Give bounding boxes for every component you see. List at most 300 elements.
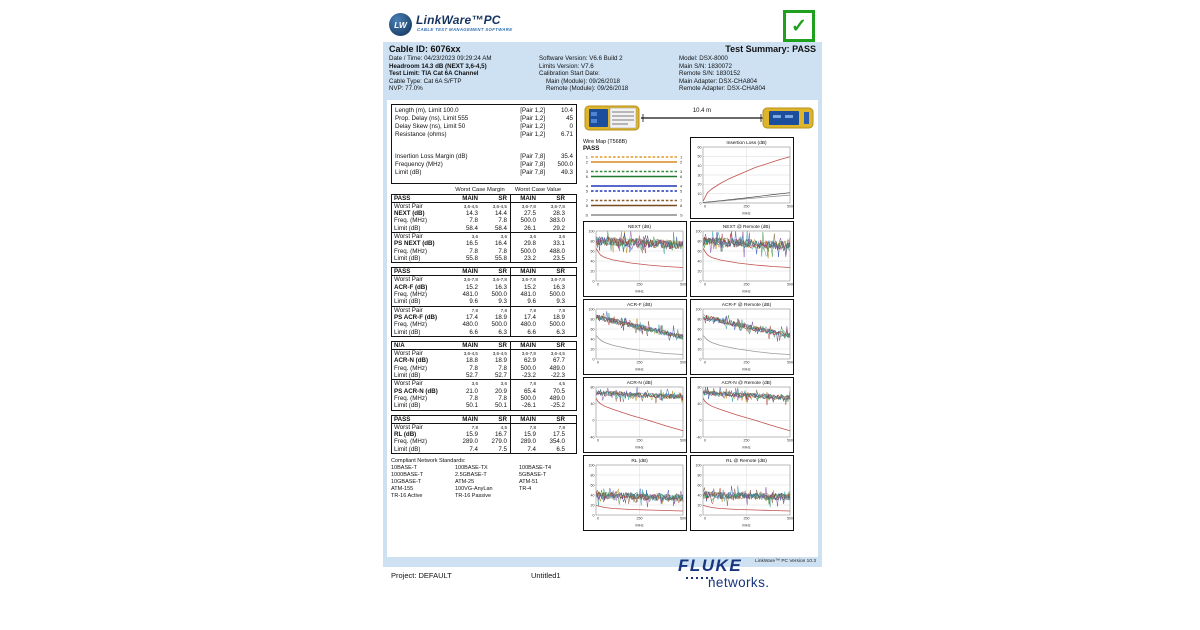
table-row bbox=[392, 210, 576, 217]
chart-svg-acrf bbox=[584, 300, 686, 372]
row-label: Freq. (MHz) bbox=[394, 247, 427, 255]
svg-text:100: 100 bbox=[588, 462, 595, 467]
svg-text:5: 5 bbox=[680, 188, 683, 194]
row-label: Worst Pair bbox=[394, 423, 423, 431]
row-value: 55.8 bbox=[494, 254, 507, 262]
svg-text:S: S bbox=[585, 212, 588, 218]
table-row bbox=[392, 431, 576, 438]
row-value: 29.8 bbox=[510, 240, 539, 247]
row-value: 16.5 bbox=[465, 240, 478, 248]
content-band bbox=[383, 97, 822, 567]
svg-text:5: 5 bbox=[585, 188, 588, 194]
chart-next-remote bbox=[690, 221, 794, 297]
row-value: 481.0 bbox=[510, 291, 539, 298]
row-value: 7.8 bbox=[498, 364, 507, 372]
summary-row bbox=[395, 131, 573, 139]
svg-text:0: 0 bbox=[592, 418, 595, 423]
row-value: 7.8 bbox=[469, 247, 478, 255]
header-detail-line: Limits Version: V7.6 bbox=[539, 62, 594, 70]
col-header: MAIN bbox=[462, 194, 478, 202]
row-label: Worst Pair bbox=[394, 306, 423, 314]
row-value: 489.0 bbox=[549, 364, 565, 372]
row-value: 23.5 bbox=[552, 254, 565, 262]
row-label: Limit (dB) bbox=[394, 402, 421, 410]
summary-pair: [Pair 7,8] bbox=[520, 168, 545, 176]
results-column bbox=[391, 103, 577, 555]
row-label: PS ACR-N (dB) bbox=[394, 387, 438, 395]
svg-text:0: 0 bbox=[597, 438, 599, 442]
fluke-networks-logo bbox=[678, 556, 828, 590]
summary-label: Frequency (MHz) bbox=[395, 160, 443, 168]
charts-column bbox=[577, 103, 816, 555]
standards-column bbox=[455, 465, 519, 500]
table-row bbox=[392, 217, 576, 224]
row-value: 3,6-4,5 bbox=[550, 351, 565, 357]
summary-label: Resistance (ohms) bbox=[395, 130, 447, 138]
header-detail-line: Date / Time: 04/23/2023 09:29:24 AM bbox=[389, 55, 492, 62]
linkware-subtitle: CABLE TEST MANAGEMENT SOFTWARE bbox=[417, 27, 513, 32]
row-value: 4,5 bbox=[500, 424, 507, 430]
summary-gap bbox=[395, 139, 573, 153]
row-label: Freq. (MHz) bbox=[394, 217, 427, 225]
svg-text:4: 4 bbox=[680, 183, 683, 189]
row-label: ACR-F (dB) bbox=[394, 283, 428, 291]
row-value: 16.4 bbox=[494, 240, 507, 248]
table-row bbox=[392, 321, 576, 328]
row-value: 6.6 bbox=[510, 329, 539, 336]
svg-text:ACR-N (dB): ACR-N (dB) bbox=[626, 380, 653, 386]
cable-id: Cable ID: 6076xx bbox=[389, 44, 461, 54]
svg-text:8: 8 bbox=[585, 202, 588, 208]
row-value: 7.4 bbox=[469, 445, 478, 453]
svg-text:80: 80 bbox=[697, 384, 702, 389]
row-value: 500.0 bbox=[549, 321, 565, 329]
row-value: 67.7 bbox=[552, 357, 565, 365]
row-value: 58.4 bbox=[465, 224, 478, 232]
table-row bbox=[392, 306, 576, 314]
worst-case-headers bbox=[391, 187, 577, 193]
summary-row bbox=[395, 169, 573, 177]
table-row bbox=[392, 255, 576, 262]
header-detail-line: Software Version: V6.6 Build 2 bbox=[539, 55, 623, 62]
table-row bbox=[392, 357, 576, 364]
svg-text:500: 500 bbox=[787, 438, 793, 442]
row-value: 3,6-7,8 bbox=[492, 277, 507, 283]
svg-text:6: 6 bbox=[680, 173, 683, 179]
row-label: Worst Pair bbox=[394, 350, 423, 358]
row-value: 58.4 bbox=[494, 224, 507, 232]
row-value: 289.0 bbox=[510, 438, 539, 445]
summary-table bbox=[391, 104, 577, 184]
svg-text:0: 0 bbox=[699, 356, 702, 361]
table-row bbox=[392, 395, 576, 402]
table-row bbox=[392, 388, 576, 395]
software-version-note: LinkWare™ PC Version 10.3 bbox=[755, 558, 816, 564]
row-value: 3,6-7,8 bbox=[510, 350, 539, 357]
row-value: 14.4 bbox=[494, 210, 507, 218]
header-detail-line: Main (Module): 09/26/2018 bbox=[546, 77, 620, 85]
col-header: MAIN bbox=[510, 268, 539, 275]
row-value: 3,6-4,5 bbox=[492, 351, 507, 357]
chart-svg-rl-remote bbox=[691, 456, 793, 528]
svg-text:80: 80 bbox=[590, 238, 595, 243]
status-cell: N/A bbox=[394, 341, 405, 349]
svg-text:0: 0 bbox=[592, 356, 595, 361]
row-label: Limit (dB) bbox=[394, 372, 421, 380]
row-value: 3,6-7,8 bbox=[550, 203, 565, 209]
row-value: 7.4 bbox=[510, 446, 539, 453]
row-value: 50.1 bbox=[465, 402, 478, 410]
result-table bbox=[391, 267, 577, 337]
row-value: 52.7 bbox=[465, 372, 478, 380]
row-label: RL (dB) bbox=[394, 431, 417, 439]
row-value: 52.7 bbox=[494, 372, 507, 380]
summary-pair: [Pair 7,8] bbox=[520, 160, 545, 168]
svg-text:500: 500 bbox=[680, 516, 686, 520]
standard-item: 1000BASE-T bbox=[391, 472, 424, 478]
table-row bbox=[392, 424, 576, 431]
report-page bbox=[383, 8, 822, 566]
summary-value: 45 bbox=[566, 114, 573, 122]
chart-acrf-remote bbox=[690, 299, 794, 375]
summary-row bbox=[395, 123, 573, 131]
table-row bbox=[392, 402, 576, 409]
svg-text:0: 0 bbox=[704, 360, 706, 364]
row-value: 500.0 bbox=[510, 217, 539, 224]
result-tables bbox=[391, 194, 577, 455]
svg-text:MHz: MHz bbox=[635, 288, 644, 293]
logo-band bbox=[383, 8, 822, 42]
svg-text:ACR-F (dB): ACR-F (dB) bbox=[626, 302, 653, 308]
row-value: 70.5 bbox=[552, 387, 565, 395]
col-header: SR bbox=[498, 415, 507, 423]
row-value: 3,6 bbox=[500, 381, 507, 387]
col-header: SR bbox=[498, 194, 507, 202]
row-value: 33.1 bbox=[552, 240, 565, 248]
svg-text:NEXT (dB): NEXT (dB) bbox=[627, 224, 652, 230]
result-table-header bbox=[392, 342, 576, 350]
col-header: MAIN bbox=[462, 268, 478, 276]
table-row bbox=[392, 329, 576, 336]
table-row bbox=[392, 291, 576, 298]
table-row bbox=[392, 379, 576, 387]
svg-text:MHz: MHz bbox=[742, 288, 751, 293]
row-label: Worst Pair bbox=[394, 202, 423, 210]
row-value: 9.3 bbox=[498, 298, 507, 306]
summary-pair: [Pair 1,2] bbox=[520, 106, 545, 114]
table-row bbox=[392, 225, 576, 232]
summary-row bbox=[395, 161, 573, 169]
row-value: 7,8 bbox=[471, 307, 478, 313]
row-value: 7.8 bbox=[498, 217, 507, 225]
summary-pair: [Pair 1,2] bbox=[520, 114, 545, 122]
row-value: 9.3 bbox=[556, 298, 565, 306]
project-label: Project: DEFAULT bbox=[391, 571, 452, 580]
row-label: Freq. (MHz) bbox=[394, 321, 427, 329]
row-value: -25.2 bbox=[550, 402, 565, 410]
svg-text:10.4 m: 10.4 m bbox=[692, 107, 712, 114]
wiremap-status: PASS bbox=[583, 144, 600, 152]
row-value: 6.6 bbox=[469, 328, 478, 336]
svg-text:RL @ Remote (dB): RL @ Remote (dB) bbox=[726, 458, 767, 464]
row-label: Worst Pair bbox=[394, 232, 423, 240]
row-value: 500.0 bbox=[491, 291, 507, 299]
svg-text:250: 250 bbox=[743, 516, 750, 520]
header-detail-line: Model: DSX-8000 bbox=[679, 55, 728, 62]
table-row bbox=[392, 203, 576, 210]
summary-label: Length (m), Limit 100.0 bbox=[395, 106, 459, 114]
summary-label: Insertion Loss Margin (dB) bbox=[395, 152, 468, 160]
table-row bbox=[392, 314, 576, 321]
row-value: 7,8 bbox=[558, 307, 565, 313]
header-detail-line: Remote S/N: 1830152 bbox=[679, 70, 741, 77]
chart-svg-insertion-loss bbox=[691, 138, 793, 216]
svg-text:250: 250 bbox=[636, 438, 643, 442]
summary-label: Delay Skew (ns), Limit 50 bbox=[395, 122, 466, 130]
row-label: Limit (dB) bbox=[394, 254, 421, 262]
svg-text:250: 250 bbox=[636, 282, 643, 286]
row-value: 16.7 bbox=[494, 431, 507, 439]
chart-acrn bbox=[583, 377, 687, 453]
svg-text:250: 250 bbox=[743, 282, 750, 286]
col-header: SR bbox=[498, 268, 507, 276]
svg-text:40: 40 bbox=[590, 401, 595, 406]
col-header: MAIN bbox=[462, 341, 478, 349]
svg-text:MHz: MHz bbox=[635, 366, 644, 371]
header-detail-line: Headroom 14.3 dB (NEXT 3,6-4,5) bbox=[389, 62, 487, 70]
row-label: NEXT (dB) bbox=[394, 210, 425, 218]
svg-text:500: 500 bbox=[680, 438, 686, 442]
svg-text:100: 100 bbox=[588, 306, 595, 311]
row-label: Worst Pair bbox=[394, 380, 423, 388]
standard-item: 2.5GBASE-T bbox=[455, 472, 487, 478]
svg-text:250: 250 bbox=[743, 360, 750, 364]
row-value: 3,6 bbox=[500, 233, 507, 239]
summary-pair: [Pair 1,2] bbox=[520, 130, 545, 138]
standards-block bbox=[391, 458, 577, 500]
row-value: 18.9 bbox=[494, 313, 507, 321]
row-value: 20.9 bbox=[494, 387, 507, 395]
test-summary: Test Summary: PASS bbox=[725, 44, 816, 54]
svg-text:7: 7 bbox=[585, 197, 588, 203]
result-table-header bbox=[392, 416, 576, 424]
row-value: 29.2 bbox=[552, 224, 565, 232]
svg-text:8: 8 bbox=[680, 202, 683, 208]
row-value: 15.2 bbox=[465, 283, 478, 291]
row-value: 7.8 bbox=[498, 394, 507, 402]
row-value: 27.5 bbox=[510, 210, 539, 217]
svg-text:MHz: MHz bbox=[742, 210, 751, 215]
svg-text:40: 40 bbox=[697, 401, 702, 406]
standard-item: 10GBASE-T bbox=[391, 479, 422, 485]
chart-acrn-remote bbox=[690, 377, 794, 453]
row-value: 7.8 bbox=[469, 217, 478, 225]
header-detail-column bbox=[389, 55, 539, 93]
summary-value: 0 bbox=[569, 122, 573, 130]
pass-check-icon: ✓ bbox=[783, 10, 815, 42]
standard-item: 100BASE-T4 bbox=[519, 465, 552, 471]
svg-text:500: 500 bbox=[680, 360, 686, 364]
table-row bbox=[392, 365, 576, 372]
header-detail-line: Cable Type: Cat 6A S/FTP bbox=[389, 77, 462, 85]
row-value: -23.2 bbox=[510, 372, 539, 379]
row-value: 3,6 bbox=[471, 233, 478, 239]
table-row bbox=[392, 232, 576, 240]
chart-svg-acrf-remote bbox=[691, 300, 793, 372]
row-label: Worst Pair bbox=[394, 276, 423, 284]
fluke-networks-text: networks. bbox=[708, 575, 770, 590]
svg-text:0: 0 bbox=[704, 516, 706, 520]
wiremap-panel bbox=[583, 137, 687, 219]
header-detail-line: Remote (Module): 09/26/2018 bbox=[546, 85, 629, 92]
result-table-header bbox=[392, 268, 576, 276]
standard-item: 5GBASE-T bbox=[519, 472, 547, 478]
svg-text:S: S bbox=[680, 212, 683, 218]
document-label: Untitled1 bbox=[531, 571, 561, 580]
row-value: 3,6-7,8 bbox=[510, 203, 539, 210]
row-value: 7.5 bbox=[498, 445, 507, 453]
header-detail-line: Remote Adapter: DSX-CHA804 bbox=[679, 85, 766, 92]
svg-text:20: 20 bbox=[697, 502, 702, 507]
result-table-header bbox=[392, 195, 576, 203]
svg-text:500: 500 bbox=[787, 282, 793, 286]
col-header: SR bbox=[556, 415, 565, 423]
wiremap-icon bbox=[583, 152, 685, 218]
status-cell: PASS bbox=[394, 194, 411, 202]
svg-text:4: 4 bbox=[585, 183, 588, 189]
svg-text:NEXT @ Remote (dB): NEXT @ Remote (dB) bbox=[722, 224, 771, 230]
svg-text:250: 250 bbox=[636, 360, 643, 364]
row-value: 17.4 bbox=[510, 314, 539, 321]
row-value: 21.0 bbox=[465, 387, 478, 395]
wiremap-title: Wire Map (T568B) bbox=[583, 138, 628, 145]
report-header bbox=[383, 42, 822, 97]
svg-text:MHz: MHz bbox=[635, 522, 644, 527]
svg-text:10: 10 bbox=[697, 191, 702, 196]
chart-svg-acrn bbox=[584, 378, 686, 450]
standard-item: TR-16 Active bbox=[391, 493, 423, 499]
col-header: SR bbox=[556, 268, 565, 276]
row-value: 3,6 bbox=[558, 233, 565, 239]
row-value: 354.0 bbox=[549, 438, 565, 446]
svg-text:80: 80 bbox=[590, 316, 595, 321]
col-header: SR bbox=[498, 341, 507, 349]
standards-title: Compliant Network Standards: bbox=[391, 458, 466, 464]
table-row bbox=[392, 372, 576, 379]
row-value: 3,6-4,5 bbox=[463, 203, 478, 209]
standard-item: ATM-51 bbox=[519, 479, 539, 485]
summary-row bbox=[395, 107, 573, 115]
row-label: Freq. (MHz) bbox=[394, 394, 427, 402]
row-label: Limit (dB) bbox=[394, 445, 421, 453]
svg-text:2: 2 bbox=[585, 159, 588, 165]
svg-text:60: 60 bbox=[697, 248, 702, 253]
header-detail-line: Main S/N: 1830072 bbox=[679, 62, 732, 70]
standard-item: 10BASE-T bbox=[391, 465, 417, 471]
table-row bbox=[392, 350, 576, 357]
svg-text:40: 40 bbox=[590, 258, 595, 263]
row-value: 50.1 bbox=[494, 402, 507, 410]
svg-text:MHz: MHz bbox=[742, 444, 751, 449]
header-detail-line: Main Adapter: DSX-CHA804 bbox=[679, 77, 758, 85]
row-value: 17.5 bbox=[552, 431, 565, 439]
svg-text:60: 60 bbox=[590, 482, 595, 487]
remote-tester-icon bbox=[763, 108, 813, 128]
row-value: 7,8 bbox=[558, 424, 565, 430]
svg-text:100: 100 bbox=[588, 228, 595, 233]
row-value: 3,6-7,8 bbox=[463, 277, 478, 283]
svg-text:Insertion Loss (dB): Insertion Loss (dB) bbox=[726, 140, 767, 146]
chart-insertion-loss bbox=[690, 137, 794, 219]
row-value: 7,8 bbox=[510, 307, 539, 314]
row-value: 6.5 bbox=[556, 445, 565, 453]
svg-text:0: 0 bbox=[699, 278, 702, 283]
svg-text:0: 0 bbox=[597, 282, 599, 286]
col-header: MAIN bbox=[510, 342, 539, 349]
summary-row bbox=[395, 153, 573, 161]
row-value: 383.0 bbox=[549, 217, 565, 225]
row-value: 28.3 bbox=[552, 210, 565, 218]
svg-text:0: 0 bbox=[704, 204, 706, 208]
row-label: Freq. (MHz) bbox=[394, 438, 427, 446]
standard-item: 100VG-AnyLan bbox=[455, 486, 493, 492]
svg-text:ACR-F @ Remote (dB): ACR-F @ Remote (dB) bbox=[721, 302, 772, 308]
tester-diagram-icon bbox=[583, 103, 815, 136]
svg-text:250: 250 bbox=[743, 438, 750, 442]
row-value: 480.0 bbox=[510, 321, 539, 328]
row-value: 62.9 bbox=[510, 357, 539, 364]
table-row bbox=[392, 276, 576, 283]
svg-text:1: 1 bbox=[680, 154, 683, 160]
row-value: 15.2 bbox=[510, 284, 539, 291]
svg-text:80: 80 bbox=[590, 472, 595, 477]
row-value: 3,6-4,5 bbox=[492, 203, 507, 209]
svg-text:40: 40 bbox=[697, 258, 702, 263]
row-label: PS ACR-F (dB) bbox=[394, 313, 438, 321]
svg-text:60: 60 bbox=[697, 482, 702, 487]
svg-text:2: 2 bbox=[680, 159, 683, 165]
table-row bbox=[392, 248, 576, 255]
row-value: 7,8 bbox=[510, 424, 539, 431]
charts-grid bbox=[583, 137, 816, 531]
svg-text:20: 20 bbox=[697, 346, 702, 351]
svg-text:500: 500 bbox=[787, 204, 793, 208]
row-value: 18.8 bbox=[465, 357, 478, 365]
status-cell: PASS bbox=[394, 415, 411, 423]
summary-row bbox=[395, 115, 573, 123]
row-value: 65.4 bbox=[510, 388, 539, 395]
summary-label: Limit (dB) bbox=[395, 168, 422, 176]
row-value: 3,6-7,8 bbox=[510, 276, 539, 283]
svg-text:80: 80 bbox=[590, 384, 595, 389]
row-value: 500.0 bbox=[549, 291, 565, 299]
svg-text:50: 50 bbox=[697, 154, 702, 159]
row-value: 500.0 bbox=[510, 395, 539, 402]
row-label: Limit (dB) bbox=[394, 328, 421, 336]
header-detail-column bbox=[539, 55, 679, 93]
svg-text:100: 100 bbox=[695, 462, 702, 467]
svg-text:MHz: MHz bbox=[635, 444, 644, 449]
row-value: 488.0 bbox=[549, 247, 565, 255]
svg-text:20: 20 bbox=[590, 346, 595, 351]
row-value: 481.0 bbox=[462, 291, 478, 299]
cable-diagram bbox=[583, 103, 816, 136]
row-label: PS NEXT (dB) bbox=[394, 240, 435, 248]
svg-text:250: 250 bbox=[636, 516, 643, 520]
standards-column bbox=[391, 465, 455, 500]
chart-svg-next bbox=[584, 222, 686, 294]
col-header: SR bbox=[556, 341, 565, 349]
